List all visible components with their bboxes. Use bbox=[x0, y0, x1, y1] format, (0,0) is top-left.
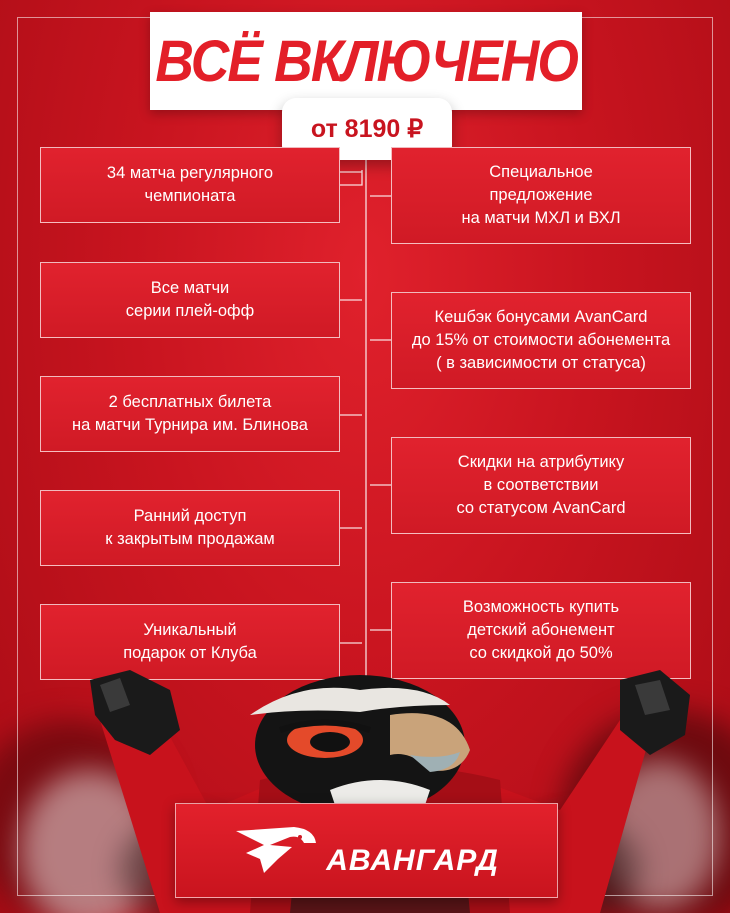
feature-regular-season: 34 матча регулярного чемпионата bbox=[40, 147, 340, 223]
feature-early-access: Ранний доступ к закрытым продажам bbox=[40, 490, 340, 566]
hawk-logo-icon bbox=[234, 823, 318, 879]
feature-free-tickets: 2 бесплатных билета на матчи Турнира им. Блинова bbox=[40, 376, 340, 452]
page-title: ВСЁ ВКЛЮЧЕНО bbox=[155, 28, 577, 94]
feature-cashback: Кешбэк бонусами AvanCard до 15% от стоимости абонемента ( в зависимости от статуса) bbox=[391, 292, 691, 389]
feature-kids-pass: Возможность купить детский абонемент со скидкой до 50% bbox=[391, 582, 691, 679]
feature-special-offer: Специальное предложение на матчи МХЛ и ВХЛ bbox=[391, 147, 691, 244]
feature-playoffs: Все матчи серии плей-офф bbox=[40, 262, 340, 338]
title-banner bbox=[150, 12, 582, 110]
brand-logo-panel bbox=[175, 803, 558, 898]
feature-merch-discount: Скидки на атрибутику в соответствии со статусом AvanCard bbox=[391, 437, 691, 534]
brand-logo-text: АВАНГАРД bbox=[326, 843, 499, 877]
feature-unique-gift: Уникальный подарок от Клуба bbox=[40, 604, 340, 680]
price-label: от 8190 ₽ bbox=[310, 115, 424, 143]
